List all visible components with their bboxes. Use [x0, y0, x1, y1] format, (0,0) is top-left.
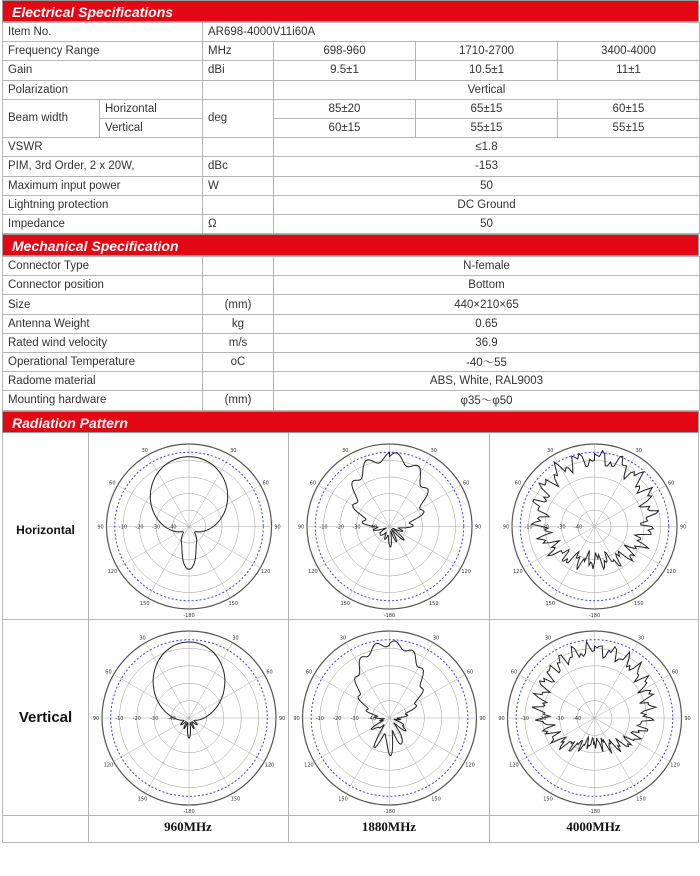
db-label: -10: [319, 524, 328, 531]
max-power-unit: W: [203, 176, 274, 195]
item-no-label: Item No.: [3, 23, 203, 42]
max-power-value: 50: [274, 176, 700, 195]
grid-divider: [3, 815, 698, 816]
beam-v-value-3: 55±15: [558, 118, 700, 137]
polar-plot-svg: [290, 621, 489, 815]
radiation-pattern-plot: [491, 621, 698, 815]
grid-spoke: [595, 674, 670, 718]
db-label: -20: [333, 715, 342, 722]
angle-label: 60: [305, 669, 313, 676]
angle-label: 90: [293, 715, 300, 722]
pattern-curve: [532, 641, 656, 753]
mech-label: Rated wind velocity: [3, 333, 203, 352]
db-label: -30: [350, 715, 359, 722]
frequency-value-3: 3400-4000: [558, 42, 700, 61]
angle-label: 150: [633, 600, 644, 607]
pim-unit: dBc: [203, 157, 274, 176]
db-label: -20: [538, 715, 547, 722]
angle-label: 60: [262, 479, 269, 486]
grid-spoke: [523, 526, 594, 567]
polar-plot-svg: [491, 621, 698, 815]
db-label: -40: [573, 524, 583, 531]
angle-label: 150: [543, 796, 553, 803]
angle-label: 30: [141, 447, 148, 454]
mech-value: N-female: [274, 257, 700, 276]
grid-spoke: [390, 526, 461, 567]
table-row: [3, 276, 700, 295]
grid-spoke: [189, 526, 260, 567]
gain-value-2: 10.5±1: [416, 61, 558, 80]
db-label: -10: [524, 524, 533, 531]
mech-value: 0.65: [274, 314, 700, 333]
db-label: -10: [118, 524, 128, 531]
mech-unit: [203, 257, 274, 276]
db-label: -30: [555, 715, 564, 722]
table-row: [3, 391, 700, 410]
grid-spoke: [519, 715, 594, 762]
db-label: -40: [573, 715, 582, 722]
angle-label: -180: [183, 808, 195, 815]
angle-label: 120: [260, 568, 271, 575]
gain-value-3: 11±1: [558, 61, 700, 80]
vswr-label: VSWR: [3, 138, 203, 157]
mech-unit: kg: [203, 314, 274, 333]
grid-divider: [489, 433, 490, 843]
db-label: -30: [151, 524, 161, 531]
angle-label: 30: [232, 635, 239, 642]
grid-spoke: [189, 455, 230, 526]
angle-label: 90: [474, 524, 482, 531]
angle-label: 90: [278, 715, 286, 722]
mech-label: Radome material: [3, 372, 203, 391]
angle-label: 120: [264, 762, 275, 769]
pim-value: -153: [274, 157, 700, 176]
grid-spoke: [189, 674, 264, 718]
table-row: [3, 372, 700, 391]
freq-label-4000: 4000MHz: [566, 818, 621, 834]
angle-label: 120: [103, 762, 114, 769]
grid-spoke: [189, 485, 260, 526]
db-label: -10: [115, 715, 124, 722]
table-row: [3, 99, 700, 118]
beam-v-value-2: 55±15: [416, 118, 558, 137]
mech-unit: (mm): [203, 295, 274, 314]
beam-h-value-2: 65±15: [416, 99, 558, 118]
angle-label: 30: [139, 635, 146, 642]
mechanical-section-header: Mechanical Specification: [2, 234, 699, 256]
db-label: -30: [557, 524, 566, 531]
table-row: [3, 61, 700, 80]
angle-label: 150: [636, 796, 646, 803]
pattern-curve: [355, 640, 424, 755]
angle-label: 90: [297, 524, 305, 531]
grid-divider: [288, 433, 289, 843]
table-row: [3, 42, 700, 61]
frequency-unit: MHz: [203, 42, 274, 61]
angle-label: 60: [309, 479, 317, 486]
frequency-value-1: 698-960: [274, 42, 416, 61]
impedance-unit: Ω: [203, 214, 274, 233]
electrical-spec-table: [2, 22, 700, 234]
radiation-pattern-plot: [90, 434, 288, 619]
radiation-pattern-plot: [290, 434, 489, 619]
table-row: [3, 176, 700, 195]
impedance-label: Impedance: [3, 214, 203, 233]
grid-spoke: [523, 485, 594, 526]
mech-unit: (mm): [203, 391, 274, 410]
db-label: -40: [168, 524, 177, 531]
table-row: [3, 157, 700, 176]
beam-width-horizontal-label: Horizontal: [100, 99, 203, 118]
angle-label: 60: [462, 479, 470, 486]
mech-label: Mounting hardware: [3, 391, 203, 410]
mech-value: Bottom: [274, 276, 700, 295]
beam-h-value-1: 85±20: [274, 99, 416, 118]
angle-label: 120: [107, 568, 118, 575]
grid-spoke: [114, 674, 189, 718]
angle-label: 30: [339, 635, 347, 642]
angle-label: 120: [304, 762, 314, 769]
db-label: -40: [368, 524, 378, 531]
spec-sheet: [2, 0, 699, 843]
grid-spoke: [118, 526, 189, 567]
angle-label: 120: [666, 568, 676, 575]
polarization-label: Polarization: [3, 80, 203, 99]
polar-plot-svg: [290, 434, 489, 619]
angle-label: 90: [97, 524, 104, 531]
grid-spoke: [390, 674, 465, 718]
mech-label: Antenna Weight: [3, 314, 203, 333]
gain-value-1: 9.5±1: [274, 61, 416, 80]
gain-label: Gain: [3, 61, 203, 80]
mech-label: Size: [3, 295, 203, 314]
angle-label: 60: [671, 669, 679, 676]
frequency-value-2: 1710-2700: [416, 42, 558, 61]
radiation-pattern-plot: [491, 434, 698, 619]
angle-label: 30: [230, 447, 237, 454]
angle-label: 150: [340, 600, 351, 607]
lightning-value: DC Ground: [274, 195, 700, 214]
grid-spoke: [189, 718, 264, 762]
angle-label: 30: [432, 635, 440, 642]
db-label: -40: [167, 715, 176, 722]
angle-label: 150: [139, 600, 150, 607]
mech-value: φ35～φ50: [274, 391, 700, 410]
angle-label: 30: [544, 635, 552, 642]
grid-spoke: [346, 642, 390, 717]
beam-width-unit: deg: [203, 99, 274, 137]
table-row: [3, 23, 700, 42]
grid-spoke: [390, 642, 434, 717]
angle-label: -180: [588, 808, 601, 815]
angle-label: -180: [183, 612, 195, 619]
pattern-curve: [352, 452, 428, 547]
mech-label: Connector Type: [3, 257, 203, 276]
polar-plot-svg: [90, 434, 288, 619]
grid-divider: [3, 619, 698, 620]
grid-spoke: [314, 715, 389, 762]
angle-label: 60: [109, 479, 116, 486]
grid-spoke: [595, 526, 636, 597]
grid-spoke: [189, 526, 230, 597]
frequency-label: Frequency Range: [3, 42, 203, 61]
db-label: -10: [315, 715, 324, 722]
grid-spoke: [390, 718, 434, 793]
mech-unit: [203, 372, 274, 391]
table-row: [3, 353, 700, 372]
angle-label: 30: [547, 447, 554, 454]
grid-spoke: [314, 674, 389, 718]
grid-spoke: [595, 485, 666, 526]
table-row: [3, 257, 700, 276]
grid-spoke: [553, 526, 594, 597]
beam-width-label: Beam width: [3, 99, 100, 137]
grid-spoke: [551, 715, 595, 793]
electrical-section-header: Electrical Specifications: [2, 0, 699, 22]
angle-label: 90: [684, 715, 691, 722]
angle-label: 120: [509, 762, 519, 769]
angle-label: 150: [230, 796, 241, 803]
db-label: -30: [150, 715, 159, 722]
angle-label: 60: [466, 669, 474, 676]
mech-unit: oC: [203, 353, 274, 372]
radiation-pattern-grid: [2, 433, 699, 843]
angle-label: -180: [383, 612, 396, 619]
mech-value: 440×210×65: [274, 295, 700, 314]
angle-label: 150: [545, 600, 556, 607]
grid-spoke: [595, 455, 636, 526]
angle-label: 30: [637, 635, 645, 642]
row-label-horizontal: Horizontal: [16, 522, 75, 537]
angle-label: 30: [635, 447, 642, 454]
gain-unit: dBi: [203, 61, 274, 80]
db-label: -40: [368, 715, 377, 722]
table-row: [3, 195, 700, 214]
angle-label: 30: [342, 447, 349, 454]
impedance-value: 50: [274, 214, 700, 233]
db-label: -10: [520, 715, 529, 722]
radiation-pattern-plot: [290, 621, 489, 815]
angle-label: 150: [137, 796, 148, 803]
angle-label: 120: [513, 568, 523, 575]
table-row: [3, 333, 700, 352]
beam-v-value-1: 60±15: [274, 118, 416, 137]
angle-label: 90: [679, 524, 687, 531]
table-row: [3, 118, 700, 137]
angle-label: -180: [588, 612, 601, 619]
angle-label: 60: [667, 479, 675, 486]
grid-spoke: [146, 715, 190, 793]
db-label: -20: [540, 524, 550, 531]
db-label: -20: [135, 524, 144, 531]
grid-spoke: [318, 526, 389, 567]
angle-label: 150: [338, 796, 348, 803]
mech-unit: m/s: [203, 333, 274, 352]
beam-h-value-3: 60±15: [558, 99, 700, 118]
angle-label: 90: [274, 524, 281, 531]
db-label: -30: [352, 524, 361, 531]
angle-label: 150: [428, 600, 439, 607]
grid-spoke: [189, 642, 233, 717]
grid-spoke: [148, 455, 189, 526]
angle-label: 30: [430, 447, 437, 454]
radiation-pattern-plot: [90, 621, 288, 815]
grid-spoke: [595, 718, 639, 793]
grid-divider: [88, 433, 89, 843]
grid-spoke: [118, 485, 189, 526]
radiation-section-header: Radiation Pattern: [2, 411, 699, 433]
grid-spoke: [114, 715, 189, 762]
grid-spoke: [519, 674, 594, 718]
grid-spoke: [146, 642, 190, 717]
angle-label: 120: [465, 762, 475, 769]
vswr-value: ≤1.8: [274, 138, 700, 157]
mech-label: Connector position: [3, 276, 203, 295]
grid-spoke: [346, 715, 390, 793]
freq-label-1880: 1880MHz: [361, 818, 417, 834]
angle-label: 90: [479, 715, 486, 722]
grid-spoke: [348, 455, 389, 526]
angle-label: 90: [92, 715, 100, 722]
mech-value: ABS, White, RAL9003: [274, 372, 700, 391]
db-label: -20: [335, 524, 345, 531]
polar-plot-svg: [90, 621, 288, 815]
angle-label: 60: [514, 479, 522, 486]
beam-width-vertical-label: Vertical: [100, 118, 203, 137]
mech-value: 36.9: [274, 333, 700, 352]
grid-spoke: [390, 485, 461, 526]
table-row: [3, 138, 700, 157]
angle-label: 150: [228, 600, 239, 607]
mech-label: Operational Temperature: [3, 353, 203, 372]
angle-label: 90: [498, 715, 505, 722]
angle-label: 120: [461, 568, 471, 575]
grid-spoke: [390, 718, 465, 762]
mech-value: -40～55: [274, 353, 700, 372]
table-row: [3, 80, 700, 99]
angle-label: 60: [105, 669, 112, 676]
grid-divider: [3, 842, 698, 843]
item-no-value: AR698-4000V11i60A: [203, 23, 700, 42]
max-power-label: Maximum input power: [3, 176, 203, 195]
freq-label-960: 960MHz: [164, 818, 212, 834]
row-label-vertical: Vertical: [18, 708, 73, 726]
angle-label: 150: [431, 796, 441, 803]
grid-spoke: [348, 526, 389, 597]
angle-label: -180: [383, 808, 396, 815]
grid-spoke: [551, 642, 595, 717]
polar-plot-svg: [491, 434, 698, 619]
grid-spoke: [148, 526, 189, 597]
mech-unit: [203, 276, 274, 295]
angle-label: 60: [266, 669, 273, 676]
pim-label: PIM, 3rd Order, 2 x 20W,: [3, 157, 203, 176]
angle-label: 120: [670, 762, 680, 769]
angle-label: 120: [308, 568, 318, 575]
mechanical-spec-table: [2, 256, 700, 411]
angle-label: 90: [502, 524, 510, 531]
lightning-label: Lightning protection: [3, 195, 203, 214]
table-row: [3, 314, 700, 333]
db-label: -20: [132, 715, 141, 722]
polarization-value: Vertical: [274, 80, 700, 99]
table-row: [3, 214, 700, 233]
angle-label: 60: [510, 669, 518, 676]
grid-spoke: [189, 718, 233, 793]
grid-spoke: [390, 455, 431, 526]
table-row: [3, 295, 700, 314]
